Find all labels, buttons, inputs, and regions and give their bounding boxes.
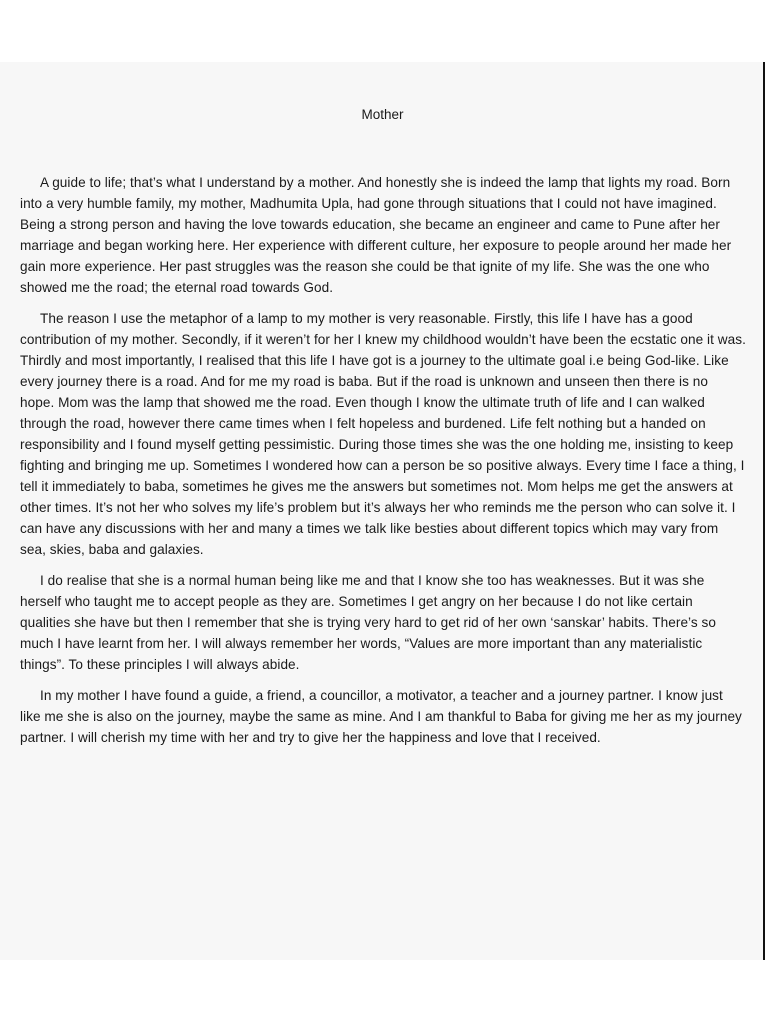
document-title: Mother xyxy=(361,107,404,122)
paragraph-1: A guide to life; that’s what I understand by a mother. And honestly she is indeed the lamp that lights my road. Born into a very humble family, my mother, Madhumita Upla, had gone through situations that I could not have imagined. Being a strong person and having the love towards education, she became an engineer and came to Pune after her marriage and began working here. Her experience with different culture, her exposure to people around her made her gain more experience. Her past struggles was the reason she could be that ignite of my life. She was the one who showed me the road; the eternal road towards God. xyxy=(20,175,732,295)
paragraph-4: In my mother I have found a guide, a friend, a councillor, a motivator, a teacher and a journey partner. I know just like me she is also on the journey, maybe the same as mine. And I am thankful to Baba for giving me her as my journey partner. I will cherish my time with her and try to give her the happiness and love that I received. xyxy=(20,688,742,745)
document-body xyxy=(20,172,746,758)
paragraph-2: The reason I use the metaphor of a lamp to my mother is very reasonable. Firstly, this life I have has a good contribution of my mother. Secondly, if it weren’t for her I knew my childhood wouldn’t have been the ecstatic one it was. Thirdly and most importantly, I realised that this life I have got is a journey to the ultimate goal i.e being God-like. Like every journey there is a road. And for me my road is baba. But if the road is unknown and unseen then there is no hope. Mom was the lamp that showed me the road. Even though I know the ultimate truth of life and I can walked through the road, however there came times when I felt hopeless and burdened. Life felt nothing but a handed on responsibility and I found myself getting pessimistic. During those times she was the one holding me, insisting to keep fighting and bringing me up. Sometimes I wondered how can a person be so positive always. Every time I face a thing, I tell it immediately to baba, sometimes he gives me the answers but sometimes not. Mom helps me get the answers at other times. It’s not her who solves my life’s problem but it’s always her who reminds me the person who can solve it. I can have any discussions with her and many a times we talk like besties about different topics which may vary from sea, skies, baba and galaxies. xyxy=(20,311,746,557)
paragraph-3: I do realise that she is a normal human being like me and that I know she too has weaknesses. But it was she herself who taught me to accept people as they are. Sometimes I get angry on her because I do not like certain qualities she have but then I remember that she is trying very hard to get rid of her own ‘sanskar’ habits. There’s so much I have learnt from her. I will always remember her words, “Values are more important than any materialistic things”. To these principles I will always abide. xyxy=(20,573,717,672)
document-page xyxy=(0,62,765,960)
